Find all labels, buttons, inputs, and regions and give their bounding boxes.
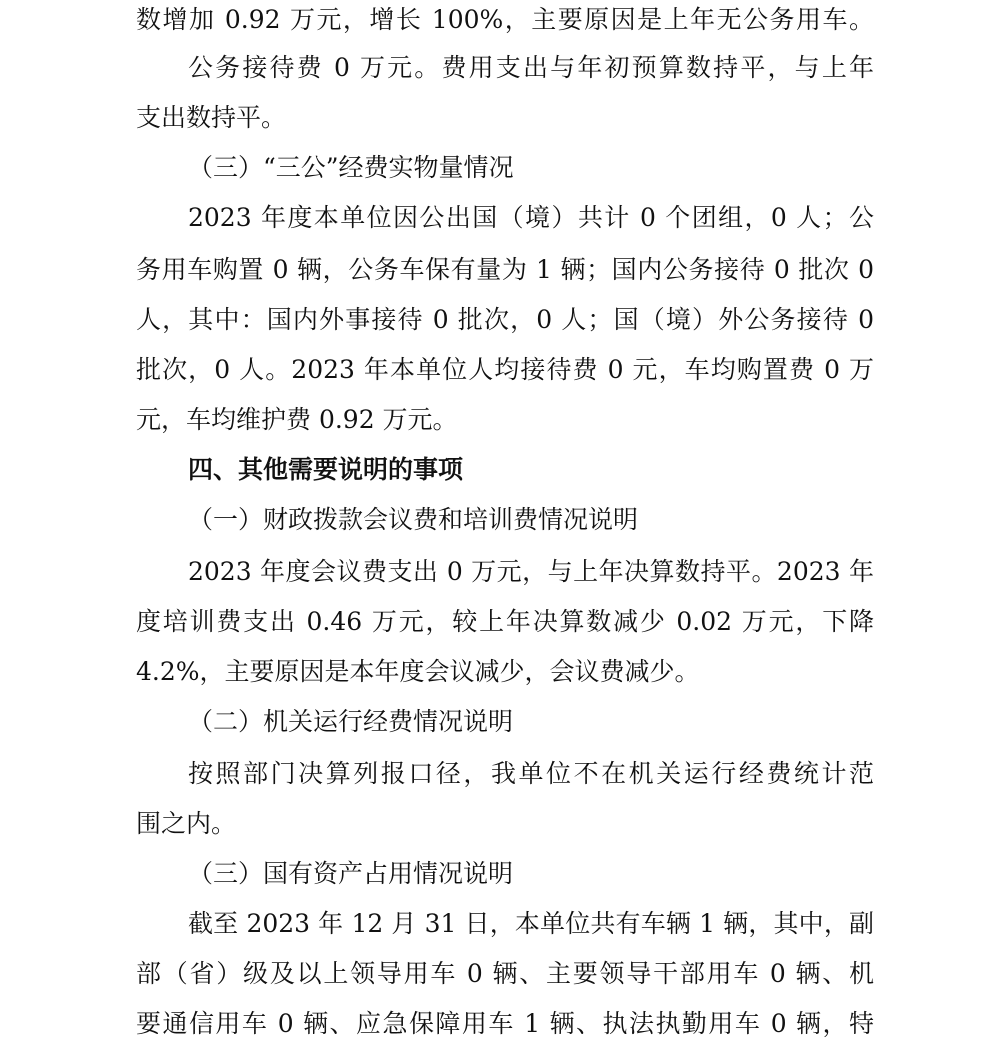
text-line: 人，其中：国内外事接待 0 批次，0 人；国（境）外公务接待 0 — [136, 305, 874, 334]
text-line: 4.2%，主要原因是本年度会议减少，会议费减少。 — [136, 657, 700, 686]
text-line: 2023 年度会议费支出 0 万元，与上年决算数持平。2023 年 — [188, 557, 874, 586]
text-line: 围之内。 — [136, 809, 237, 838]
text-line: 截至 2023 年 12 月 31 日，本单位共有车辆 1 辆，其中，副 — [188, 909, 874, 938]
text-line: 度培训费支出 0.46 万元，较上年决算数减少 0.02 万元，下降 — [136, 607, 874, 636]
text-line: 务用车购置 0 辆，公务车保有量为 1 辆；国内公务接待 0 批次 0 — [136, 255, 874, 284]
section-heading: （三）国有资产占用情况说明 — [188, 859, 514, 888]
chapter-heading: 四、其他需要说明的事项 — [188, 455, 464, 484]
text-line: 元，车均维护费 0.92 万元。 — [136, 405, 458, 434]
section-heading: （三）“三公”经费实物量情况 — [188, 153, 514, 182]
text-line: 要通信用车 0 辆、应急保障用车 1 辆、执法执勤用车 0 辆，特 — [136, 1009, 874, 1038]
text-line: 数增加 0.92 万元，增长 100%，主要原因是上年无公务用车。 — [136, 5, 874, 34]
section-heading: （二）机关运行经费情况说明 — [188, 707, 514, 736]
text-line: 部（省）级及以上领导用车 0 辆、主要领导干部用车 0 辆、机 — [136, 959, 874, 988]
text-line: 支出数持平。 — [136, 103, 287, 132]
section-heading: （一）财政拨款会议费和培训费情况说明 — [188, 505, 639, 534]
text-line: 公务接待费 0 万元。费用支出与年初预算数持平，与上年 — [188, 53, 874, 82]
text-line: 批次，0 人。2023 年本单位人均接待费 0 元，车均购置费 0 万 — [136, 355, 874, 384]
text-line: 按照部门决算列报口径，我单位不在机关运行经费统计范 — [188, 759, 874, 788]
text-line: 2023 年度本单位因公出国（境）共计 0 个团组，0 人；公 — [188, 203, 874, 232]
